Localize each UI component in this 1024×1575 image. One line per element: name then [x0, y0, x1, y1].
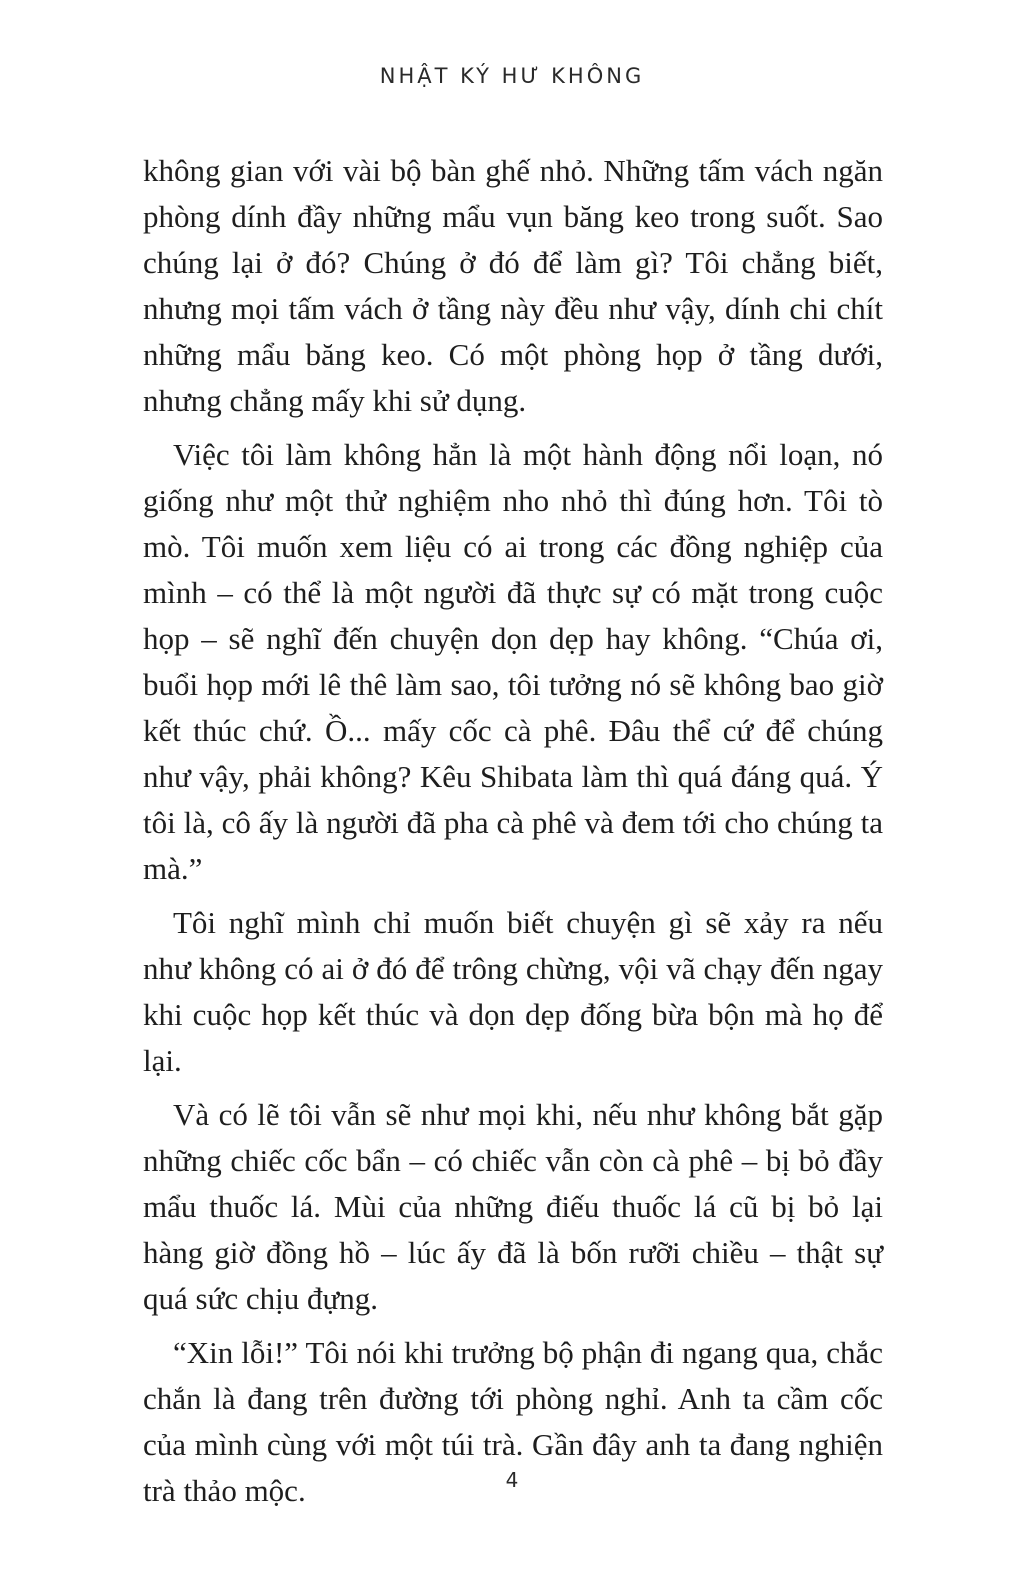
- paragraph-1: không gian với vài bộ bàn ghế nhỏ. Những tấm vách ngăn phòng dính đầy những mẩu vụn băng keo trong suốt. Sao chúng lại ở đó? Chúng ở đó để làm gì? Tôi chẳng biết, nhưng mọi tấm vách ở tầng này đều như vậy, dính chi chít những mẩu băng keo. Có một phòng họp ở tầng dưới, nhưng chẳng mấy khi sử dụng.: [143, 153, 883, 418]
- paragraph-2: Việc tôi làm không hẳn là một hành động nổi loạn, nó giống như một thử nghiệm nho nhỏ thì đúng hơn. Tôi tò mò. Tôi muốn xem liệu có ai trong các đồng nghiệp của mình – có thể là một người đã thực sự có mặt trong cuộc họp – sẽ nghĩ đến chuyện dọn dẹp hay không. “Chúa ơi, buổi họp mới lê thê làm sao, tôi tưởng nó sẽ không bao giờ kết thúc chứ. Ồ... mấy cốc cà phê. Đâu thể cứ để chúng như vậy, phải không? Kêu Shibata làm thì quá đáng quá. Ý tôi là, cô ấy là người đã pha cà phê và đem tới cho chúng ta mà.”: [143, 437, 883, 886]
- paragraph-5: “Xin lỗi!” Tôi nói khi trưởng bộ phận đi ngang qua, chắc chắn là đang trên đường tới phòng nghỉ. Anh ta cầm cốc của mình cùng với một túi trà. Gần đây anh ta đang nghiện trà thảo mộc.: [143, 1335, 883, 1508]
- paragraph-3: Tôi nghĩ mình chỉ muốn biết chuyện gì sẽ xảy ra nếu như không có ai ở đó để trông chừng, vội vã chạy đến ngay khi cuộc họp kết thúc và dọn dẹp đống bừa bộn mà họ để lại.: [143, 905, 883, 1078]
- running-header-title: NHẬT KÝ HƯ KHÔNG: [379, 64, 645, 88]
- page-number: 4: [505, 1468, 519, 1492]
- paragraph-4: Và có lẽ tôi vẫn sẽ như mọi khi, nếu như không bắt gặp những chiếc cốc bẩn – có chiếc vẫn còn cà phê – bị bỏ đầy mẩu thuốc lá. Mùi của những điếu thuốc lá cũ bị bỏ lại hàng giờ đồng hồ – lúc ấy đã là bốn rưỡi chiều – thật sự quá sức chịu đựng.: [143, 1097, 883, 1316]
- body-text: [143, 148, 883, 1522]
